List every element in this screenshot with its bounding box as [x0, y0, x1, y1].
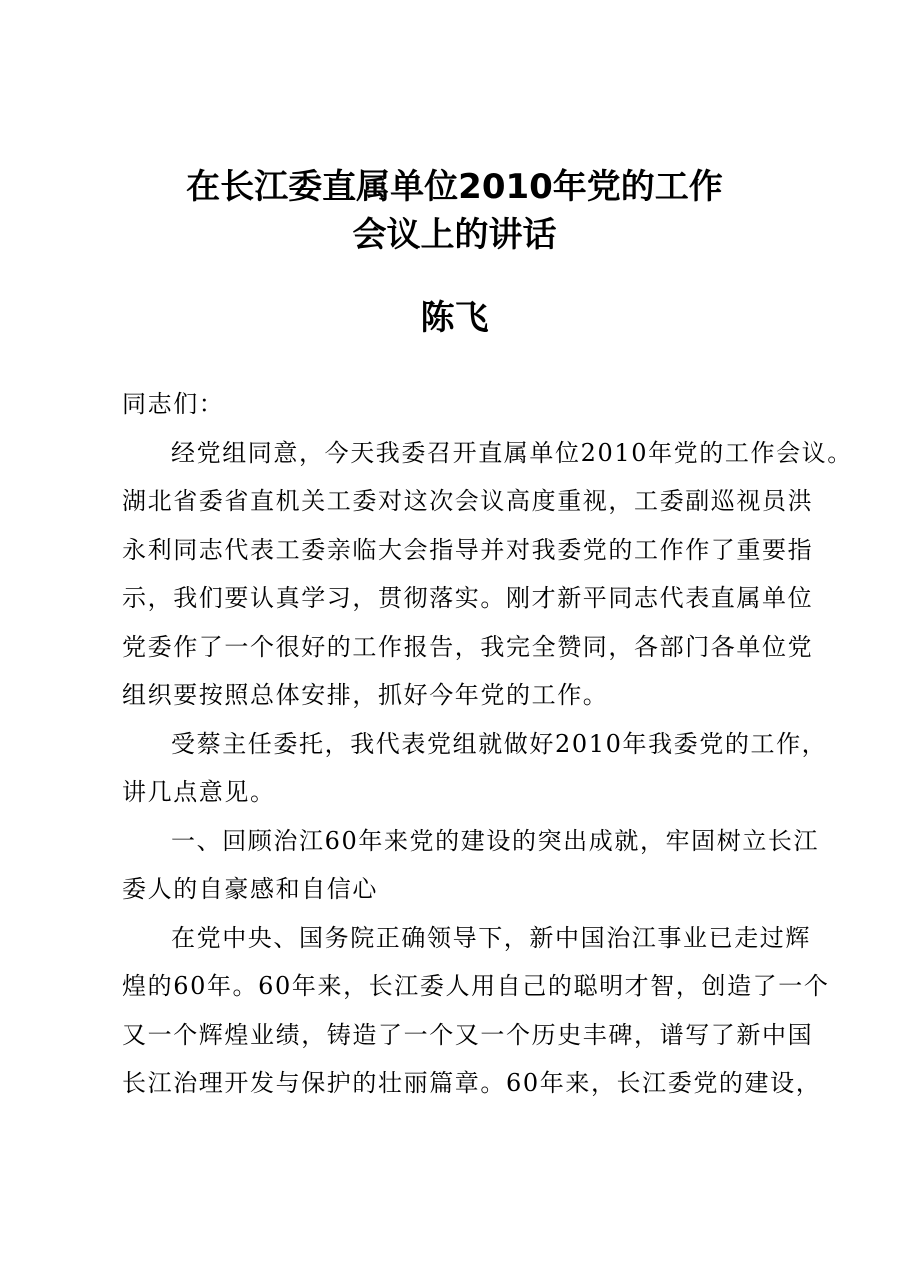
body-line-7: 组织要按照总体安排，抓好今年党的工作。: [122, 681, 609, 709]
body-line-8: 受蔡主任委托，我代表党组就做好2010年我委党的工作，: [171, 729, 828, 758]
section-heading-1: 一、回顾治江60年来党的建设的突出成就，牢固树立长江: [171, 826, 820, 855]
body-line-12: 在党中央、国务院正确领导下，新中国治江事业已走过辉: [171, 923, 811, 952]
body-line-2: 经党组同意，今天我委召开直属单位2010年党的工作会议。: [171, 438, 853, 467]
section-heading-1-continued: 委人的自豪感和自信心: [122, 875, 378, 903]
body-line-5: 示，我们要认真学习，贯彻落实。刚才新平同志代表直属单位: [122, 584, 814, 612]
body-line-1: 同志们：: [122, 390, 225, 418]
body-line-15: 长江治理开发与保护的壮丽篇章。60年来，长江委党的建设，: [122, 1069, 822, 1097]
body-line-14: 又一个辉煌业绩，铸造了一个又一个历史丰碑，谱写了新中国: [122, 1020, 814, 1049]
body-line-3: 湖北省委省直机关工委对这次会议高度重视，工委副巡视员洪: [122, 487, 814, 515]
body-line-4: 永利同志代表工委亲临大会指导并对我委党的工作作了重要指: [122, 535, 814, 564]
body-line-9: 讲几点意见。: [122, 778, 276, 806]
document-title-line-1: 在长江委直属单位2010年党的工作: [186, 167, 723, 207]
document-title-line-2: 会议上的讲话: [352, 215, 557, 255]
author-name: 陈飞: [420, 298, 489, 338]
body-line-6: 党委作了一个很好的工作报告，我完全赞同，各部门各单位党: [122, 632, 814, 661]
document-body: [122, 380, 853, 1108]
body-line-13: 煌的60年。60年来，长江委人用自己的聪明才智，创造了一个: [122, 972, 830, 1000]
